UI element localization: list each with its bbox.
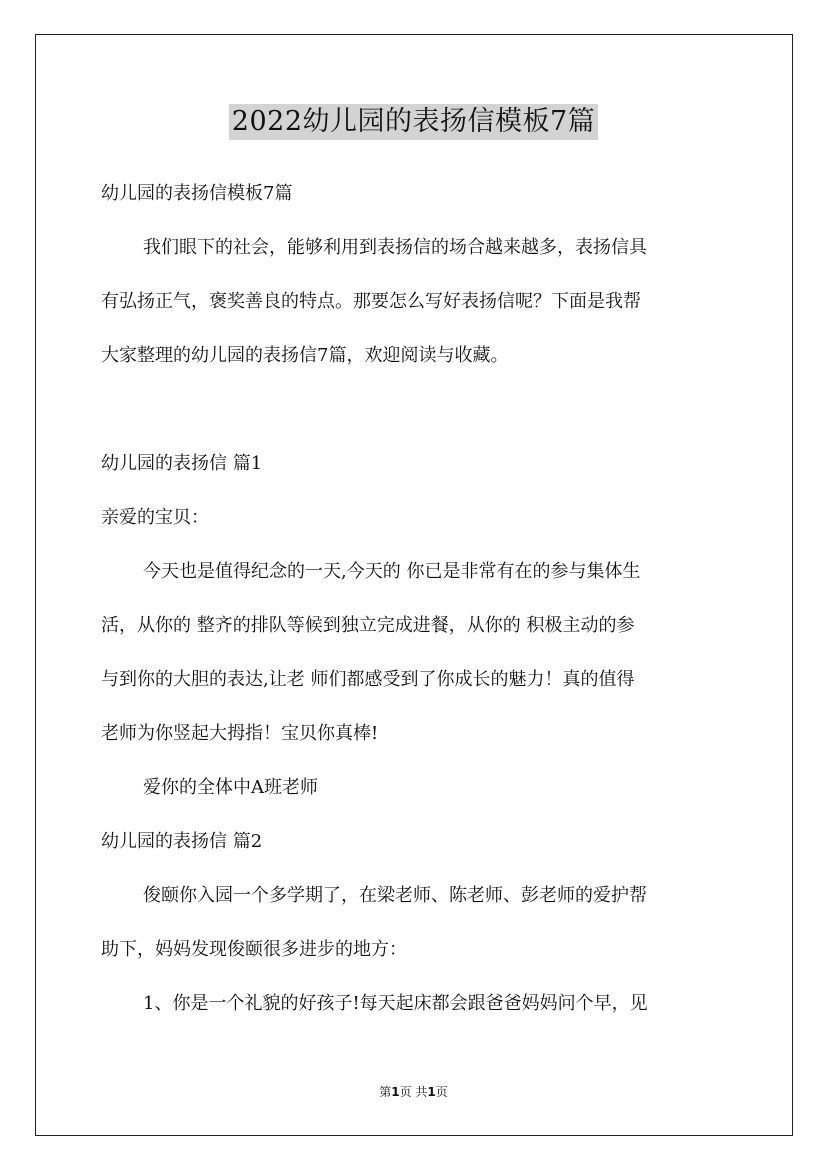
footer-page-total: 1 [427, 1085, 436, 1099]
footer-page-suffix: 页 [435, 1085, 448, 1099]
section2-body-line-3: 1、你是一个礼貌的好孩子!每天起床都会跟爸爸妈妈问个早，见 [143, 993, 648, 1014]
document-title: 2022幼儿园的表扬信模板7篇 [229, 104, 598, 140]
intro-line-1: 我们眼下的社会，能够利用到表扬信的场合越来越多，表扬信具 [143, 237, 647, 258]
intro-line-3: 大家整理的幼儿园的表扬信7篇，欢迎阅读与收藏。 [101, 345, 509, 366]
section1-heading: 幼儿园的表扬信 篇1 [101, 453, 263, 474]
section1-signature: 爱你的全体中A班老师 [143, 777, 318, 798]
section1-body-line-3: 与到你的大胆的表达,让老 师们都感受到了你成长的魅力！真的值得 [101, 669, 635, 690]
section1-greeting: 亲爱的宝贝： [101, 507, 209, 528]
section1-body-line-2: 活，从你的 整齐的排队等候到独立完成进餐，从你的 积极主动的参 [101, 615, 635, 636]
footer-page-number: 1 [391, 1085, 400, 1099]
footer-page-mid: 页 共 [399, 1085, 428, 1099]
intro-line-2: 有弘扬正气，褒奖善良的特点。那要怎么写好表扬信呢？下面是我帮 [101, 291, 641, 312]
subtitle: 幼儿园的表扬信模板7篇 [101, 183, 293, 204]
page-footer [0, 1084, 827, 1100]
section1-body-line-4: 老师为你竖起大拇指！宝贝你真棒! [101, 723, 379, 744]
section2-heading: 幼儿园的表扬信 篇2 [101, 831, 263, 852]
title-container [0, 104, 827, 140]
section1-body-line-1: 今天也是值得纪念的一天,今天的 你已是非常有在的参与集体生 [143, 561, 641, 582]
section2-body-line-2: 助下，妈妈发现俊颐很多进步的地方： [101, 939, 407, 960]
footer-page-prefix: 第 [379, 1085, 392, 1099]
section2-body-line-1: 俊颐你入园一个多学期了，在梁老师、陈老师、彭老师的爱护帮 [143, 885, 647, 906]
